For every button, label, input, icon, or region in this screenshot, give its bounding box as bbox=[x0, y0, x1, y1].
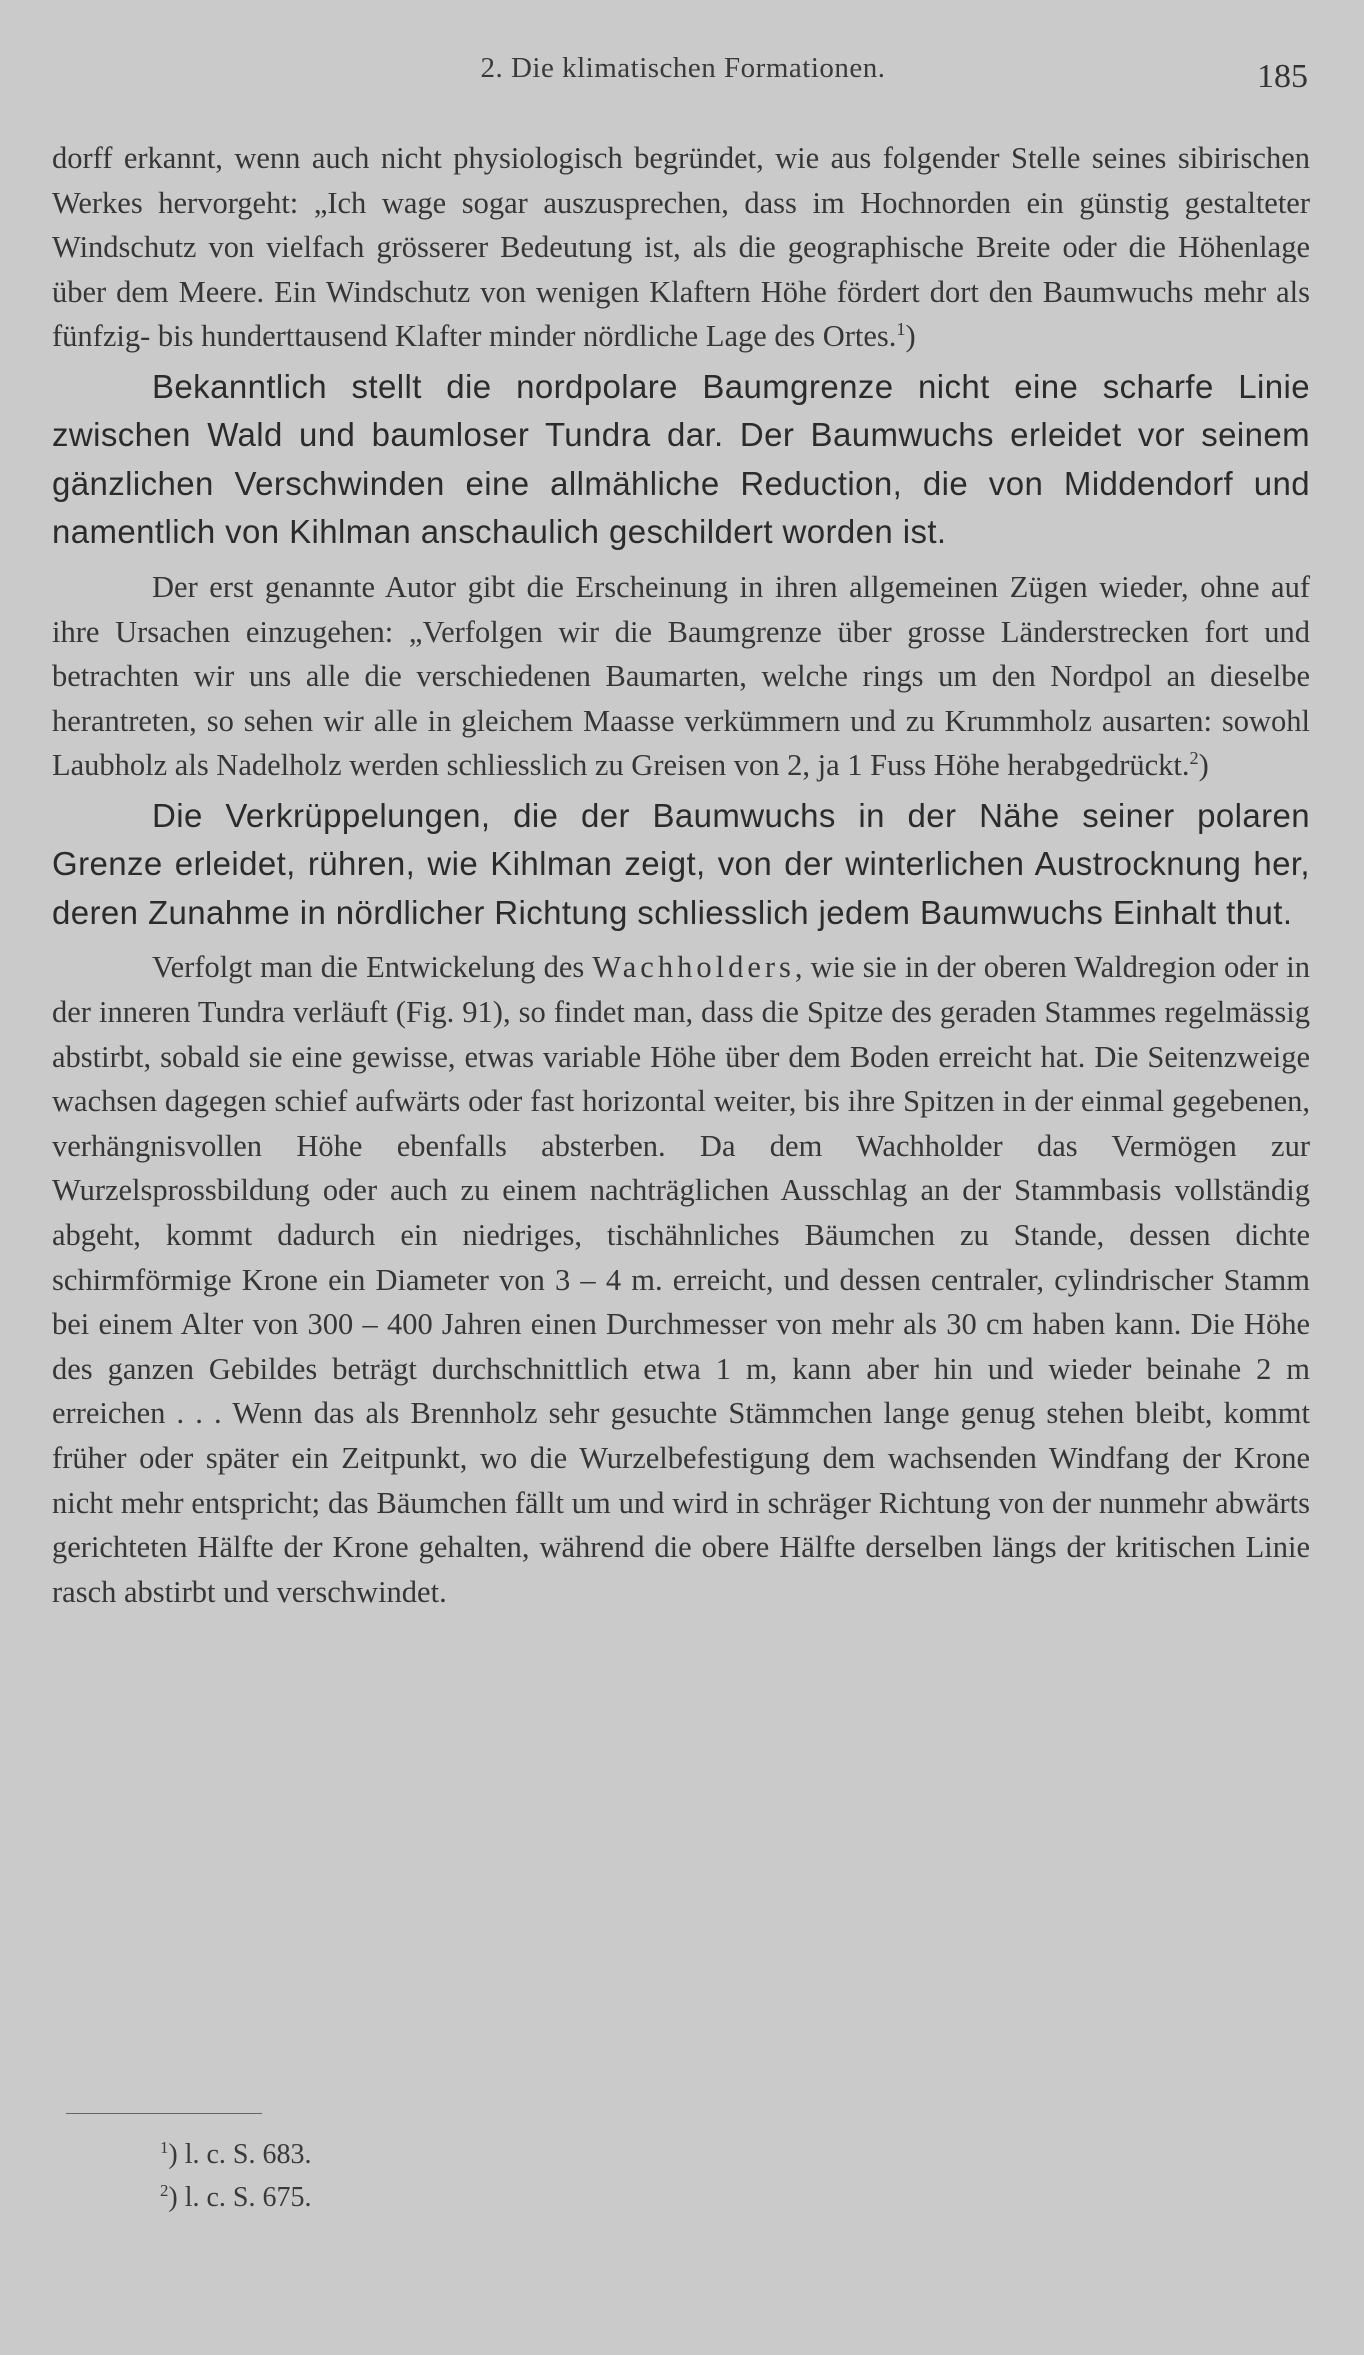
paragraph-2-text: Bekanntlich stellt die nordpolare Baumgrenze nicht eine scharfe Linie zwischen Wald und baumloser Tundra dar. Der Baumwuchs erleidet vor seinem gänzlichen Verschwinden eine allmähliche Reduction, die von Middendorf und namentlich von Kihlman anschaulich geschildert worden ist. bbox=[52, 367, 1310, 551]
footnote-2-text: ) l. c. S. 675. bbox=[168, 2182, 312, 2213]
page-number: 185 bbox=[1257, 58, 1308, 95]
paragraph-5-text-a: Verfolgt man die Entwickelung des bbox=[152, 950, 593, 985]
running-title: 2. Die klimatischen Formationen. bbox=[480, 52, 886, 84]
paragraph-4-text: Die Verkrüppelungen, die der Baumwuchs in der Nähe seiner polaren Grenze erleidet, rühren, wie Kihlman zeigt, von der winterlichen Austrocknung her, deren Zunahme in nördlicher Richtung schliesslich jedem Baumwuchs Einhalt thut. bbox=[52, 796, 1310, 931]
paragraph-2 bbox=[52, 363, 1310, 557]
paragraph-3-tail: ) bbox=[1198, 748, 1209, 783]
footnote-ref-1: 1 bbox=[896, 319, 906, 340]
paragraph-3 bbox=[52, 565, 1310, 788]
paragraph-1-tail: ) bbox=[905, 319, 916, 354]
emphasized-term: Wachholders bbox=[592, 950, 795, 985]
paragraph-1 bbox=[52, 136, 1310, 359]
footnote-2-mark: 2 bbox=[160, 2180, 169, 2200]
footnote-1-mark: 1 bbox=[160, 2137, 169, 2157]
footnote-1 bbox=[160, 2133, 312, 2176]
footnote-1-text: ) l. c. S. 683. bbox=[168, 2139, 312, 2170]
footnote-rule bbox=[66, 2113, 262, 2114]
footnotes bbox=[160, 2133, 312, 2219]
paragraph-1-text: dorff erkannt, wenn auch nicht physiologisch begründet, wie aus folgender Stelle seines sibirischen Werkes hervorgeht: „Ich wage sogar auszusprechen, dass im Hochnorden ein günstig gestalteter Windschutz von vielfach grösserer Bedeutung ist, als die geographische Breite oder die Höhenlage über dem Meere. Ein Windschutz von wenigen Klaftern Höhe fördert dort den Baumwuchs mehr als fünfzig- bis hunderttausend Klafter minder nördliche Lage des Ortes. bbox=[52, 141, 1310, 354]
paragraph-4 bbox=[52, 792, 1310, 938]
paragraph-5-text-b: , wie sie in der oberen Waldregion oder in der inneren Tundra verläuft (Fig. 91), so findet man, dass die Spitze des geraden Stammes regelmässig abstirbt, sobald sie eine gewisse, etwas variable Höhe über dem Boden erreicht hat. Die Seitenzweige wachsen dagegen schief aufwärts oder fast horizontal weiter, bis ihre Spitzen in der einmal gegebenen, verhängnisvollen Höhe ebenfalls absterben. Da dem Wachholder das Vermögen zur Wurzelsprossbildung oder auch zu einem nachträglichen Ausschlag an der Stammbasis vollständig abgeht, kommt dadurch ein niedriges, tischähnliches Bäumchen zu Stande, dessen dichte schirmförmige Krone ein Diameter von 3 – 4 m. erreicht, und dessen centraler, cylindrischer Stamm bei einem Alter von 300 – 400 Jahren einen Durchmesser von mehr als 30 cm haben kann. Die Höhe des ganzen Gebildes beträgt durchschnittlich etwa 1 m, kann aber hin und wieder beinahe 2 m erreichen . . . Wenn das als Brennholz sehr gesuchte Stämmchen lange genug stehen bleibt, kommt früher oder später ein Zeitpunkt, wo die Wurzelbefestigung dem wachsenden Windfang der Krone nicht mehr entspricht; das Bäumchen fällt um und wird in schräger Richtung von der nunmehr abwärts gerichteten Hälfte der Krone gehalten, während die obere Hälfte derselben längs der kritischen Linie rasch abstirbt und verschwindet. bbox=[52, 950, 1310, 1609]
paragraph-3-text: Der erst genannte Autor gibt die Erscheinung in ihren allgemeinen Zügen wieder, ohne auf ihre Ursachen einzugehen: „Verfolgen wir die Baumgrenze über grosse Länderstrecken fort und betrachten wir uns alle die verschiedenen Baumarten, welche rings um den Nordpol an dieselbe herantreten, so sehen wir alle in gleichem Maasse verkümmern und zu Krummholz ausarten: sowohl Laubholz als Nadelholz werden schliesslich zu Greisen von 2, ja 1 Fuss Höhe herabgedrückt. bbox=[52, 569, 1310, 783]
page-header bbox=[58, 52, 1308, 102]
paragraph-5 bbox=[52, 945, 1310, 1614]
footnote-ref-2: 2 bbox=[1189, 748, 1199, 769]
footnote-2 bbox=[160, 2176, 312, 2219]
body-text bbox=[52, 136, 1310, 1614]
